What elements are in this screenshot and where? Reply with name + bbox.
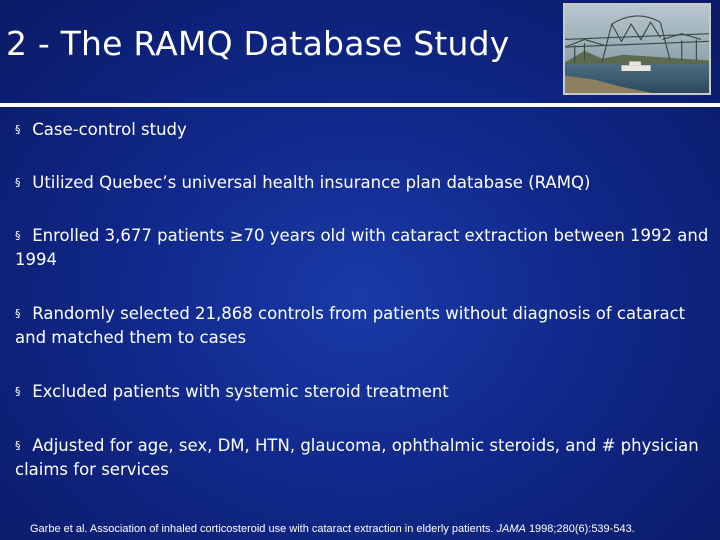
citation-journal: JAMA <box>496 523 526 535</box>
citation-authors: Garbe et al. Association of inhaled corticosteroid use with cataract extraction in elderly patients. <box>30 523 494 535</box>
bullet-text: Utilized Quebec’s universal health insurance plan database (RAMQ) <box>32 173 591 192</box>
bullet-item <box>15 434 720 482</box>
slide-title: 2 - The RAMQ Database Study <box>6 24 510 63</box>
bullet-text: Randomly selected 21,868 controls from patients without diagnosis of cataract and matched them to cases <box>15 304 686 347</box>
bullet-icon: § <box>15 439 21 452</box>
bullet-text: Adjusted for age, sex, DM, HTN, glaucoma, ophthalmic steroids, and # physician claims for services <box>15 436 699 479</box>
bullet-text: Excluded patients with systemic steroid treatment <box>32 382 449 401</box>
bullet-icon: § <box>15 385 21 398</box>
bullet-text: Enrolled 3,677 patients ≥70 years old with cataract extraction between 1992 and 1994 <box>15 226 709 269</box>
bullet-icon: § <box>15 123 21 136</box>
bullet-item <box>15 302 720 350</box>
citation <box>30 523 635 535</box>
bullet-text: Case-control study <box>32 120 187 139</box>
bridge-photo <box>563 3 711 95</box>
title-divider <box>0 103 720 107</box>
bullet-icon: § <box>15 307 21 320</box>
bullet-icon: § <box>15 176 21 189</box>
bullet-item <box>15 118 720 142</box>
bullet-item <box>15 380 720 404</box>
bullet-icon: § <box>15 229 21 242</box>
citation-details: 1998;280(6):539-543. <box>528 523 635 535</box>
bullet-item <box>15 171 720 195</box>
bullet-item <box>15 224 720 272</box>
